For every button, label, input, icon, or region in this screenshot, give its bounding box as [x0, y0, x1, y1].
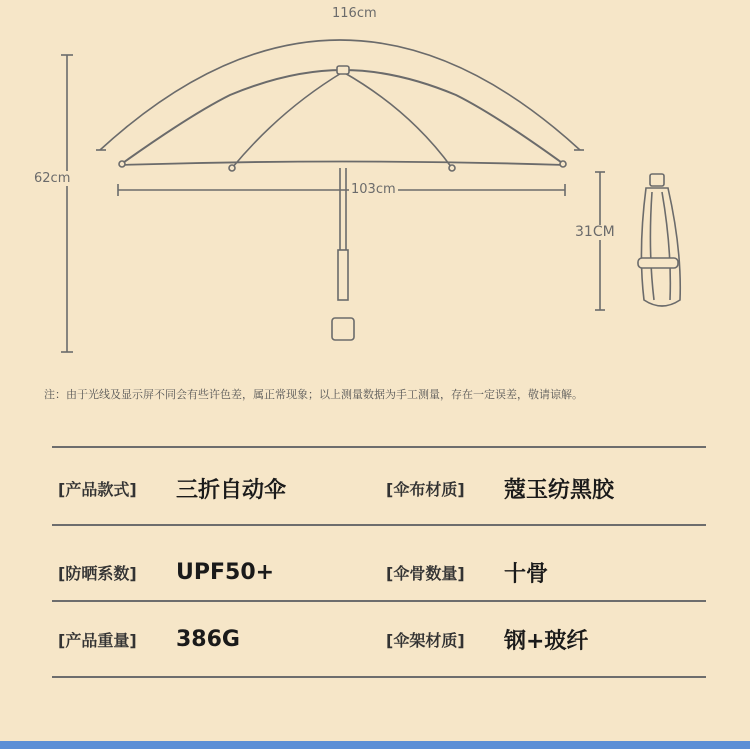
spec-label: [产品款式] — [58, 479, 137, 499]
spec-label: [防晒系数] — [58, 563, 137, 583]
measurement-note: 注：由于光线及显示屏不同会有些许色差，属正常现象；以上测量数据为手工测量，存在一定误差，敬请谅解。 — [44, 388, 583, 401]
spec-value: UPF50+ — [176, 559, 275, 585]
spec-value: 蔻玉纺黑胶 — [504, 477, 615, 503]
spec-value: 三折自动伞 — [176, 477, 287, 503]
height-label: 62cm — [34, 171, 71, 186]
spec-label: [伞架材质] — [386, 630, 465, 650]
spec-item — [58, 554, 274, 590]
spec-value: 十骨 — [504, 561, 549, 587]
canopy-arc-label: 116cm — [332, 6, 377, 21]
spec-value: 386G — [176, 626, 240, 652]
divider-line — [52, 446, 706, 448]
spec-label: [产品重量] — [58, 630, 137, 650]
spec-item — [58, 470, 286, 506]
divider-line — [52, 600, 706, 602]
bottom-strip — [0, 741, 750, 749]
spec-item — [386, 554, 548, 590]
umbrella-dimension-diagram — [0, 0, 750, 370]
folded-length-label: 31CM — [575, 224, 615, 240]
span-label: 103cm — [351, 182, 396, 197]
divider-line — [52, 676, 706, 678]
spec-value: 钢+玻纤 — [504, 628, 589, 654]
spec-item — [386, 621, 588, 657]
spec-item — [386, 470, 614, 506]
spec-item — [58, 621, 240, 657]
spec-label: [伞布材质] — [386, 479, 465, 499]
spec-label: [伞骨数量] — [386, 563, 465, 583]
divider-line — [52, 524, 706, 526]
